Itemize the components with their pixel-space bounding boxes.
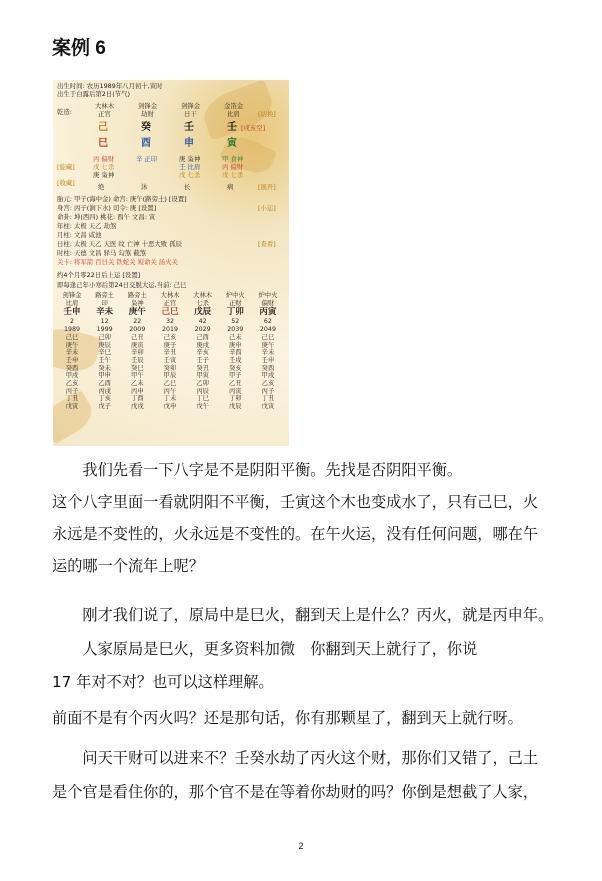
tiangan-3: 壬 <box>184 122 194 133</box>
case-heading: 案例 6 <box>52 38 106 59</box>
paragraph-line-6: 人家原局是巳火，更多资料加微 你翻到天上就行了，你说 <box>52 640 478 658</box>
liunian-cell[interactable]: 辛巳 <box>98 349 111 357</box>
dayun-ganzhi[interactable]: 庚午 <box>128 307 146 318</box>
nayin-4: 金箔金 <box>224 102 244 110</box>
dayun-year: 1999 <box>96 326 113 334</box>
changsheng-2: 沐 <box>141 183 148 191</box>
dizhi-1: 巳 <box>98 138 108 149</box>
paragraph-line-9: 问天干财可以进来不？壬癸水劫了丙火这个财，那你们又错了，己土 <box>52 749 538 767</box>
changsheng-1: 绝 <box>98 183 105 191</box>
canggan-1-3: 庚 枭神 <box>93 171 115 179</box>
liunian-cell[interactable]: 乙卯 <box>196 380 209 388</box>
dayun-year: 2029 <box>194 326 211 334</box>
dayun-age: 52 <box>231 318 240 326</box>
qian-zao-label: 乾造: <box>57 108 72 116</box>
liunian-cell[interactable]: 庚寅 <box>131 341 144 349</box>
liunian-cell[interactable]: 甲午 <box>131 372 144 380</box>
liunian-cell[interactable]: 戊寅 <box>65 403 79 411</box>
info-nianzhu: 年柱: 太极 天乙 劫煞 <box>57 222 117 230</box>
liunian-cell[interactable]: 辛卯 <box>131 349 144 357</box>
dayun-ganzhi[interactable]: 辛未 <box>96 307 114 318</box>
dayun-age: 42 <box>198 318 207 326</box>
dayun-ganzhi[interactable]: 壬申 <box>63 307 81 318</box>
tiangan-4: 壬 <box>227 122 237 133</box>
paragraph-line-5: 刚才我们说了，原局中是巳火，翻到天上是什么？丙火，就是丙申年。 <box>52 606 554 624</box>
liunian-cell[interactable]: 乙酉 <box>98 380 111 388</box>
paragraph-line-4: 运的哪一个流年上呢？ <box>52 557 204 575</box>
tag-xuancang[interactable]: [旋藏] <box>57 163 75 171</box>
liunian-cell[interactable]: 己酉 <box>196 333 209 341</box>
dayun-age: 22 <box>133 318 142 326</box>
birth-term: 出生于白露后第2日(节气) <box>57 90 130 98</box>
canggan-4-3: 戊 七杀 <box>222 171 244 179</box>
dizhi-3: 申 <box>184 138 194 149</box>
dayun-ganzhi[interactable]: 戊辰 <box>194 307 212 318</box>
shishen-4: 比肩 <box>227 110 240 118</box>
nayin-2: 剑锋金 <box>138 102 158 110</box>
liunian-cell[interactable]: 丁巳 <box>196 395 209 403</box>
liunian-cell[interactable]: 戊戌 <box>131 403 144 411</box>
info-minggua: 命卦: 坤(西四) 桃花: 酉午 文昌: 寅 <box>57 213 156 221</box>
liunian-cell[interactable]: 戊申 <box>163 403 177 411</box>
liunian-cell[interactable]: 乙丑 <box>228 380 242 388</box>
dayun-year: 2039 <box>227 326 244 334</box>
dayun-year: 2009 <box>129 326 146 334</box>
liunian-cell[interactable]: 丁未 <box>163 395 177 403</box>
tiangan-2: 癸 <box>141 122 151 133</box>
dayun-age: 2 <box>69 318 74 326</box>
dayun-year: 2019 <box>161 326 178 334</box>
liunian-cell[interactable]: 乙亥 <box>65 380 79 388</box>
liunian-cell[interactable]: 甲子 <box>228 372 242 380</box>
dayun-shishen: 印 <box>101 299 108 307</box>
info-shengong: 身宫: 丙子(涧下水) 司令: 庚 [设置] <box>57 204 157 212</box>
liunian-cell[interactable]: 甲戌 <box>65 372 79 380</box>
liunian-cell[interactable]: 辛未 <box>261 349 275 357</box>
tiangan-1: 己 <box>98 122 108 133</box>
dayun-ganzhi-row <box>57 307 283 318</box>
liunian-cell[interactable]: 戊寅 <box>261 403 275 411</box>
liunian-cell[interactable]: 己巳 <box>261 333 275 341</box>
nayin-3: 剑锋金 <box>181 102 201 110</box>
liunian-cell[interactable]: 壬申 <box>261 356 275 364</box>
liunian-cell[interactable]: 丁亥 <box>98 395 111 403</box>
info-guanka: 关卡: 将军箭 百日关 铁蛇关 短命关 汤火关 <box>57 258 178 266</box>
liunian-cell[interactable]: 甲寅 <box>196 372 209 380</box>
paragraph-line-2: 这个八字里面一看就阴阳不平衡，壬寅这个木也变成水了，只有己巳，火 <box>52 493 538 511</box>
liunian-cell[interactable]: 己未 <box>228 333 242 341</box>
liunian-cell[interactable]: 壬寅 <box>163 356 177 364</box>
shishen-1: 正官 <box>98 110 111 118</box>
info-taiyuan: 胎元: 甲子(海中金) 命宫: 庚午(路旁土) [设置] <box>57 195 187 203</box>
dayun-line: 即每逢己年小寒后第24日交脱大运,当前: 己巳 <box>57 281 187 289</box>
liunian-cell[interactable]: 乙未 <box>131 380 144 388</box>
liunian-cell[interactable]: 辛酉 <box>228 349 242 357</box>
liunian-cell[interactable]: 丙戌 <box>98 387 111 395</box>
liunian-cell[interactable]: 癸酉 <box>261 364 275 372</box>
info-rizhu: 日柱: 太极 天乙 天医 纹 亡神 十恶大败 孤辰 <box>57 240 183 248</box>
dayun-age: 12 <box>100 318 109 326</box>
dayun-nayin: 炉中火 <box>225 292 245 299</box>
canggan-3-3: 戊 七杀 <box>179 171 201 179</box>
tag-shoucang[interactable]: [收藏] <box>57 179 75 187</box>
liunian-cell[interactable]: 壬午 <box>98 356 111 364</box>
liunian-cell[interactable]: 丙午 <box>163 387 177 395</box>
liunian-cell[interactable]: 庚午 <box>261 341 275 349</box>
changsheng-4: 病 <box>227 183 234 191</box>
liunian-cell[interactable]: 己亥 <box>163 333 177 341</box>
dayun-table <box>57 292 283 411</box>
liunian-cell[interactable]: 壬申 <box>65 356 79 364</box>
info-shizhu: 时柱: 天德 文昌 驿马 勾煞 截煞 <box>57 249 146 257</box>
liunian-cell[interactable]: 己丑 <box>131 333 144 341</box>
liunian-cell[interactable]: 丁丑 <box>261 395 275 403</box>
liunian-cell[interactable]: 丙子 <box>261 387 275 395</box>
liunian-row <box>57 395 283 403</box>
shishen-2: 劫财 <box>141 110 154 118</box>
liunian-cell[interactable]: 壬辰 <box>131 356 144 364</box>
shishen-3: 日干 <box>184 110 197 118</box>
dayun-shishen-row <box>57 300 283 308</box>
dayun-ganzhi[interactable]: 丁卯 <box>226 307 244 318</box>
liunian-cell[interactable]: 癸丑 <box>196 364 209 372</box>
liunian-row <box>57 334 283 342</box>
dayun-nayin: 路旁土 <box>127 292 147 299</box>
liunian-grid <box>57 334 283 411</box>
dayun-shishen: 比肩 <box>65 299 79 307</box>
birth-time: 出生时间: 农历1989年八月初十,寅时 <box>57 82 163 90</box>
dayun-year: 2049 <box>259 326 276 334</box>
liunian-cell[interactable]: 甲申 <box>98 372 111 380</box>
dayun-year-row <box>57 326 283 334</box>
paragraph-line-10: 是个官是看住你的，那个官不是在等着你劫财的吗？你倒是想截了人家， <box>52 783 538 801</box>
liunian-cell[interactable]: 丁丑 <box>65 395 79 403</box>
dizhi-2: 酉 <box>141 138 151 149</box>
liunian-cell[interactable]: 乙巳 <box>163 380 177 388</box>
dayun-year: 1989 <box>63 326 81 334</box>
liunian-cell[interactable]: 己巳 <box>65 333 79 341</box>
liunian-cell[interactable]: 丙申 <box>131 387 144 395</box>
dayun-ganzhi[interactable]: 己巳 <box>161 307 179 318</box>
dayun-shishen: 偏财 <box>261 299 275 307</box>
paragraph-line-1: 我们先看一下八字是不是阴阳平衡。先找是否阴阳平衡。 <box>52 461 463 479</box>
dayun-nayin: 炉中火 <box>258 292 278 299</box>
bazi-chart-image <box>53 80 289 446</box>
dayun-ganzhi[interactable]: 丙寅 <box>259 307 277 318</box>
dayun-age: 62 <box>263 318 272 326</box>
dayun-nayin-row <box>57 292 283 300</box>
liunian-cell[interactable]: 癸巳 <box>131 364 144 372</box>
liunian-cell[interactable]: 壬子 <box>196 356 209 364</box>
liunian-row <box>57 349 283 357</box>
dayun-shishen: 正财 <box>228 299 242 307</box>
liunian-cell[interactable]: 己卯 <box>98 333 111 341</box>
dayun-nayin: 大林木 <box>160 292 180 299</box>
liunian-row <box>57 357 283 365</box>
dizhi-4: 寅 <box>227 138 237 149</box>
dayun-shishen: 正官 <box>163 299 177 307</box>
liunian-cell[interactable]: 癸酉 <box>65 364 79 372</box>
liunian-cell[interactable]: 庚午 <box>65 341 79 349</box>
kongwang-tag: [戌亥空] <box>241 124 266 132</box>
liunian-cell[interactable]: 丁卯 <box>228 395 242 403</box>
liunian-cell[interactable]: 癸卯 <box>163 364 177 372</box>
liunian-cell[interactable]: 庚辰 <box>98 341 111 349</box>
dayun-age: 32 <box>165 318 174 326</box>
dayun-shishen: 枭神 <box>131 299 144 307</box>
liunian-cell[interactable]: 乙亥 <box>261 380 275 388</box>
nayin-1: 大林木 <box>95 102 115 110</box>
liunian-cell[interactable]: 丙辰 <box>196 387 209 395</box>
dayun-shishen: 七杀 <box>196 299 209 307</box>
page-number: 2 <box>298 841 304 851</box>
canggan-2-1: 辛 正印 <box>136 155 158 163</box>
tag-zhankai[interactable]: [展开] <box>258 183 276 191</box>
paragraph-line-3: 永远是不变性的，火永远是不变性的。在午火运，没有任何问题，哪在午 <box>52 525 538 543</box>
paragraph-line-8: 前面不是有个丙火吗？还是那句话，你有那颗星了，翻到天上就行呀。 <box>52 709 523 727</box>
canggan-1-2: 戊 七杀 <box>93 163 115 171</box>
canggan-3-2: 壬 比肩 <box>179 163 201 171</box>
liunian-row <box>57 372 283 380</box>
liunian-cell[interactable]: 辛丑 <box>163 349 177 357</box>
tag-chakan[interactable]: [查看] <box>258 240 276 248</box>
liunian-row <box>57 380 283 388</box>
switch-tag[interactable]: [切换] <box>258 110 276 118</box>
canggan-4-1: 甲 食神 <box>222 155 244 163</box>
start-luck: 约4个月零22日后上运 [设置] <box>57 271 141 279</box>
liunian-cell[interactable]: 甲辰 <box>163 372 177 380</box>
canggan-4-2: 丙 偏财 <box>222 163 244 171</box>
changsheng-3: 长 <box>184 183 191 191</box>
dayun-nayin: 剑锋金 <box>62 292 82 299</box>
dayun-nayin: 大林木 <box>193 292 213 299</box>
liunian-cell[interactable]: 戊子 <box>98 403 111 411</box>
liunian-cell[interactable]: 丙子 <box>65 387 79 395</box>
liunian-cell[interactable]: 辛未 <box>65 349 79 357</box>
liunian-cell[interactable]: 丙寅 <box>228 387 242 395</box>
paragraph-line-7: 17 年对不对？也可以这样理解。 <box>52 673 274 691</box>
info-yuezhu: 月柱: 文昌 咸池 <box>57 231 102 239</box>
liunian-cell[interactable]: 辛亥 <box>196 349 209 357</box>
liunian-cell[interactable]: 癸亥 <box>228 364 242 372</box>
canggan-3-1: 庚 枭神 <box>179 155 201 163</box>
liunian-cell[interactable]: 戊辰 <box>228 403 242 411</box>
liunian-cell[interactable]: 甲戌 <box>261 372 275 380</box>
canggan-1-1: 丙 偏财 <box>93 155 115 163</box>
liunian-cell[interactable]: 庚子 <box>163 341 177 349</box>
liunian-row <box>57 403 283 411</box>
liunian-cell[interactable]: 壬戌 <box>228 356 242 364</box>
dayun-nayin: 路旁土 <box>95 292 115 299</box>
tag-xiaoyun[interactable]: [小运] <box>258 204 276 212</box>
liunian-cell[interactable]: 庚戌 <box>196 341 209 349</box>
liunian-cell[interactable]: 庚申 <box>228 341 242 349</box>
dayun-age-row <box>57 318 283 326</box>
liunian-cell[interactable]: 癸未 <box>98 364 111 372</box>
liunian-cell[interactable]: 丁酉 <box>131 395 144 403</box>
liunian-cell[interactable]: 戊午 <box>196 403 209 411</box>
